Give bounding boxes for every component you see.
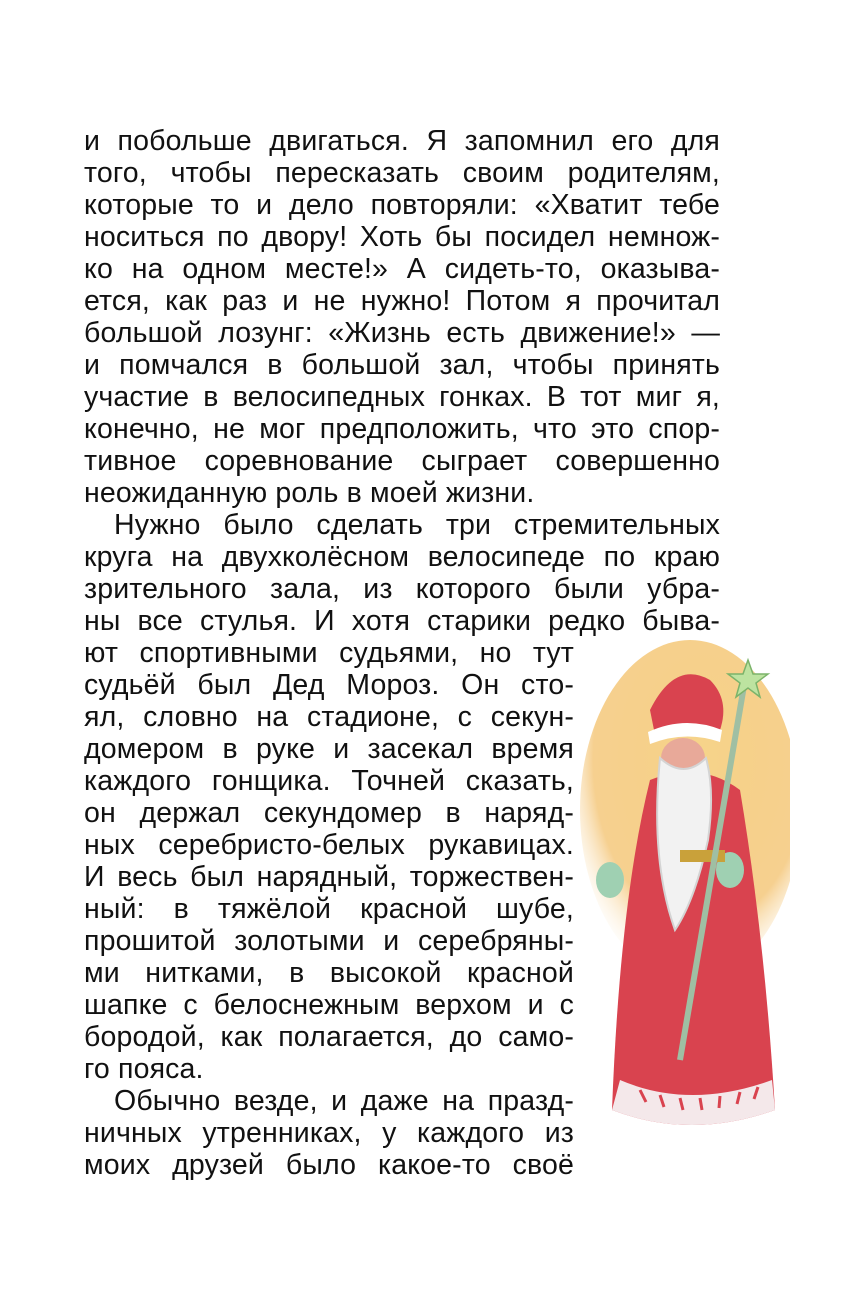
text-line: зрительного зала, из которого были убра- <box>84 573 720 605</box>
text-line: моих друзей было какое-то своё <box>84 1149 574 1181</box>
text-line: И весь был нарядный, торжествен- <box>84 861 574 893</box>
text-line: ют спортивными судьями, но тут <box>84 637 574 669</box>
text-line: ных серебристо-белых рукавицах. <box>84 829 574 861</box>
text-line: неожиданную роль в моей жизни. <box>84 477 535 509</box>
text-line: Обычно везде, и даже на празд- <box>114 1085 574 1117</box>
text-line: каждого гонщика. Точней сказать, <box>84 765 574 797</box>
text-line: конечно, не мог предположить, что это спор- <box>84 413 720 445</box>
text-line: судьёй был Дед Мороз. Он сто- <box>84 669 574 701</box>
text-line: круга на двухколёсном велосипеде по краю <box>84 541 720 573</box>
text-line: ми нитками, в высокой красной <box>84 957 574 989</box>
text-line: бородой, как полагается, до само- <box>84 1021 574 1053</box>
text-line: го пояса. <box>84 1053 204 1085</box>
text-line: ко на одном месте!» А сидеть-то, оказыва- <box>84 253 720 285</box>
text-line: тивное соревнование сыграет совершенно <box>84 445 720 477</box>
text-line: и побольше двигаться. Я запомнил его для <box>84 125 720 157</box>
text-line: Нужно было сделать три стремительных <box>114 509 720 541</box>
text-line: ничных утренниках, у каждого из <box>84 1117 574 1149</box>
text-line: носиться по двору! Хоть бы посидел немнож- <box>84 221 720 253</box>
text-line: участие в велосипедных гонках. В тот миг я, <box>84 381 720 413</box>
text-line: домером в руке и засекал время <box>84 733 574 765</box>
text-line: ется, как раз и не нужно! Потом я прочитал <box>84 285 720 317</box>
ded-moroz-illustration <box>580 640 790 1140</box>
text-line: и помчался в большой зал, чтобы принять <box>84 349 720 381</box>
text-line: большой лозунг: «Жизнь есть движение!» — <box>84 317 720 349</box>
text-line: которые то и дело повторяли: «Хватит тебе <box>84 189 720 221</box>
text-line: ял, словно на стадионе, с секун- <box>84 701 574 733</box>
text-line: прошитой золотыми и серебряны- <box>84 925 574 957</box>
text-line: шапке с белоснежным верхом и с <box>84 989 574 1021</box>
text-line: ны все стулья. И хотя старики редко быва- <box>84 605 720 637</box>
text-line: он держал секундомер в наряд- <box>84 797 574 829</box>
text-line: того, чтобы пересказать своим родителям, <box>84 157 720 189</box>
text-line: ный: в тяжёлой красной шубе, <box>84 893 574 925</box>
